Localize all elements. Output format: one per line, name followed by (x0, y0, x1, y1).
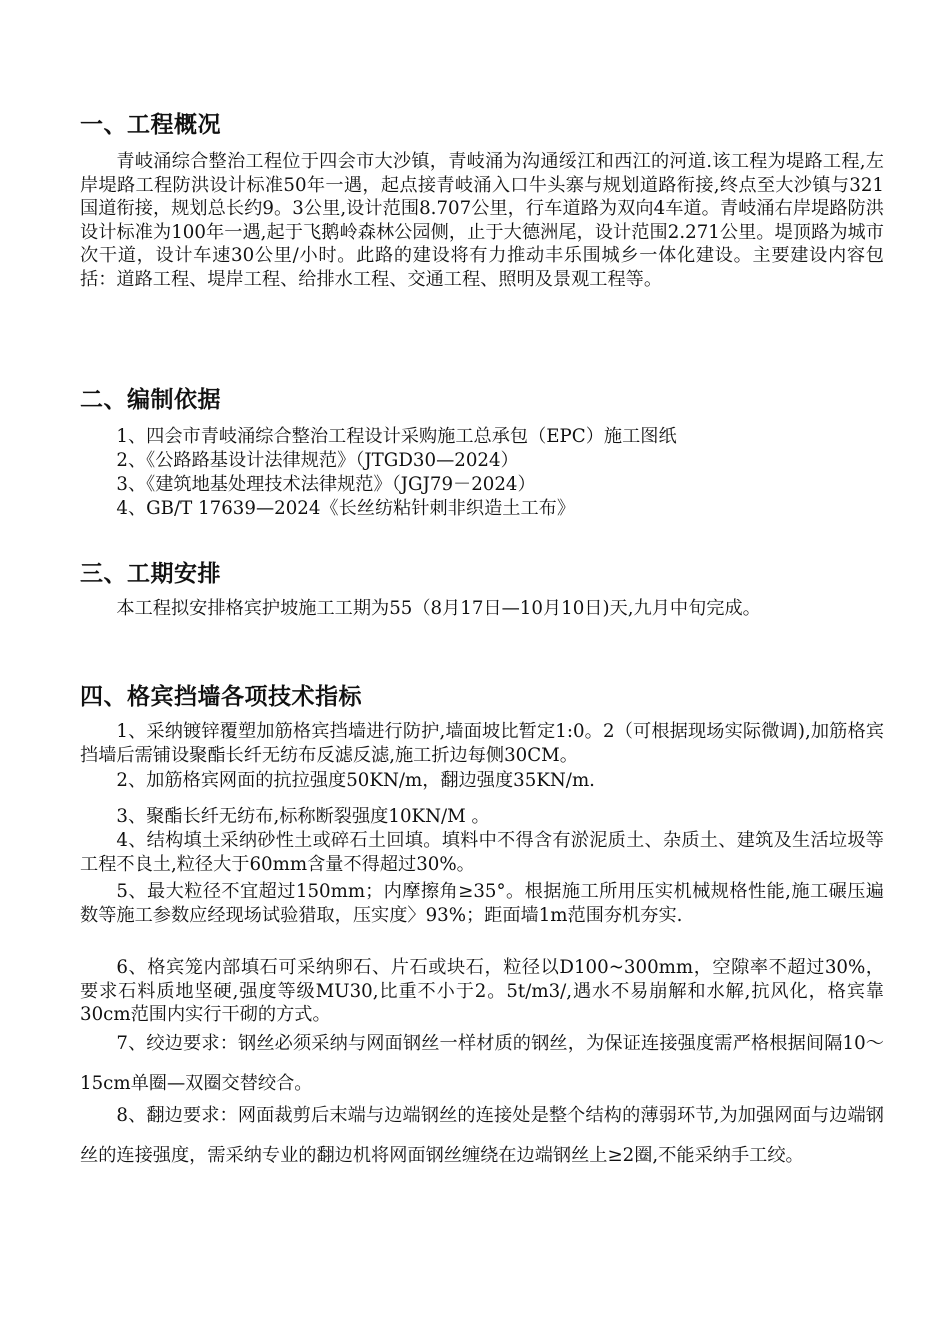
basis-item-3: 3、《建筑地基处理技术法律规范》（JGJ79－2024） (116, 474, 536, 495)
section-heading-overview: 一、工程概况 (80, 112, 221, 138)
section-heading-technical-specs: 四、格宾挡墙各项技术指标 (80, 684, 362, 710)
spec-item-1: 1、采纳镀锌覆塑加筋格宾挡墙进行防护,墙面坡比暂定1:0。2（可根据现场实际微调),加筋格宾挡墙后需铺设聚酯长纤无纺布反滤反滤,施工折边每侧30CM。 (80, 721, 884, 766)
section-heading-basis: 二、编制依据 (80, 387, 221, 413)
spec-item-4: 4、结构填土采纳砂性土或碎石土回填。填料中不得含有淤泥质土、杂质土、建筑及生活垃圾等工程不良土,粒径大于60mm含量不得超过30%。 (80, 830, 884, 875)
spec-item-8: 8、翻边要求：网面裁剪后末端与边端钢丝的连接处是整个结构的薄弱环节,为加强网面与边端钢丝的连接强度，需采纳专业的翻边机将网面钢丝缠绕在边端钢丝上≥2圈,不能采纳手工绞。 (80, 1105, 884, 1166)
section-heading-schedule: 三、工期安排 (80, 561, 221, 587)
paragraph-schedule: 本工程拟安排格宾护坡施工工期为55（8月17日—10月10日)天,九月中旬完成。 (116, 598, 761, 619)
spec-item-3: 3、聚酯长纤无纺布,标称断裂强度10KN/M 。 (116, 806, 490, 827)
basis-item-2: 2、《公路路基设计法律规范》（JTGD30—2024） (116, 450, 519, 471)
spec-item-7: 7、绞边要求：钢丝必须采纳与网面钢丝一样材质的钢丝，为保证连接强度需严格根据间隔10～15cm单圈—双圈交替绞合。 (80, 1033, 884, 1094)
basis-item-4: 4、GB/T 17639—2024《长丝纺粘针刺非织造土工布》 (116, 498, 576, 519)
basis-item-1: 1、四会市青岐涌综合整治工程设计采购施工总承包（EPC）施工图纸 (116, 426, 677, 447)
spec-item-2: 2、加筋格宾网面的抗拉强度50KN/m，翻边强度35KN/m. (116, 770, 595, 791)
spec-item-6: 6、格宾笼内部填石可采纳卵石、片石或块石，粒径以D100~300mm，空隙率不超过30%，要求石料质地坚硬,强度等级MU30,比重不小于2。5t/m3/,遇水不易崩解和水解,抗风化，格宾靠30cm范围内实行干砌的方式。 (80, 957, 884, 1026)
paragraph-overview: 青岐涌综合整治工程位于四会市大沙镇，青岐涌为沟通绥江和西江的河道.该工程为堤路工程,左岸堤路工程防洪设计标准50年一遇，起点接青岐涌入口牛头寨与规划道路衔接,终点至大沙镇与321国道衔接，规划总长约9。3公里,设计范围8.707公里，行车道路为双向4车道。青岐涌右岸堤路防洪设计标准为100年一遇,起于飞鹅岭森林公园侧，止于大德洲尾，设计范围2.271公里。堤顶路为城市次干道，设计车速30公里/小时。此路的建设将有力推动丰乐围城乡一体化建设。主要建设内容包括：道路工程、堤岸工程、给排水工程、交通工程、照明及景观工程等。 (80, 151, 884, 290)
spec-item-5: 5、最大粒径不宜超过150mm；内摩擦角≥35°。根据施工所用压实机械规格性能,施工碾压遍数等施工参数应经现场试验猎取，压实度〉93%；距面墙1m范围夯机夯实. (80, 881, 884, 926)
